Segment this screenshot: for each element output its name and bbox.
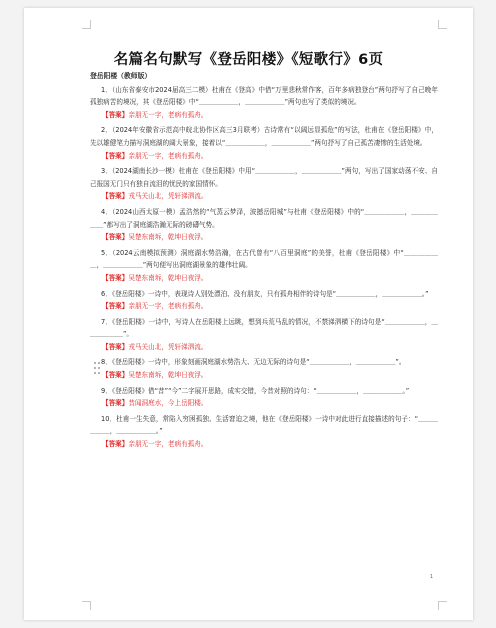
answer-label: 【答案】 xyxy=(102,342,129,351)
margin-corner-bottom-left xyxy=(82,601,91,610)
answer-text: 戎马关山北，凭轩涕泗流。 xyxy=(128,342,208,351)
answer-text: 吴楚东南坼，乾坤日夜浮。 xyxy=(128,273,208,282)
question-7: 7．《登岳阳楼》一诗中，写诗人在岳阳楼上远眺，想到兵荒马乱的情况，不禁涕泗横下的诗句是“＿＿＿＿＿＿，＿＿＿＿＿＿”。 xyxy=(90,317,438,339)
question-5: 5．（2024云南模拟预测）洞庭湖水势浩瀚，在古代曾有“八百里洞庭”的美誉，杜甫《登岳阳楼》中“＿＿＿＿＿＿，＿＿＿＿＿＿”两句便写出洞庭湖景象的雄伟壮阔。 xyxy=(90,248,438,270)
section-subtitle: 登岳阳楼（教师版） xyxy=(90,72,152,80)
question-8: 8．《登岳阳楼》一诗中，形象刻画洞庭湖水势浩大、无边无际的诗句是“＿＿＿＿＿＿，＿＿＿＿＿＿”。 xyxy=(101,358,406,367)
answer-label: 【答案】 xyxy=(102,302,129,311)
question-2: 2．（2024年安徽省示范高中皖北协作区高三3月联考）古诗常有“以阔远显孤危”的写法，杜甫在《登岳阳楼》中，先以雄健笔力描写洞庭湖的阔大景象，接着以“＿＿＿＿＿＿，＿＿＿＿＿＿”两句抒写了自己孤苦凄惨的生活处境。 xyxy=(90,126,438,147)
document-title: 名篇名句默写《登岳阳楼》《短歌行》6页 xyxy=(113,52,384,68)
answer-text: 亲朋无一字，老病有孤舟。 xyxy=(128,110,208,119)
answer-label: 【答案】 xyxy=(102,273,129,282)
answer-text: 戎马关山北，凭轩涕泗流。 xyxy=(128,192,208,201)
drag-handle-icon[interactable] xyxy=(94,362,102,376)
answer-label: 【答案】 xyxy=(102,233,129,242)
answer-9 xyxy=(102,397,438,410)
question-4: 4．（2024山西太原一模）孟浩然的“气蒸云梦泽，波撼岳阳城”与杜甫《登岳阳楼》中的“＿＿＿＿＿＿，＿＿＿＿＿＿”都写出了洞庭湖浩瀚无际的磅礴气势。 xyxy=(90,207,438,229)
answer-label: 【答案】 xyxy=(102,110,129,119)
answer-10 xyxy=(102,438,438,451)
margin-corner-bottom-right xyxy=(438,601,447,610)
answer-7 xyxy=(102,341,438,354)
answer-text: 亲朋无一字，老病有孤舟。 xyxy=(128,302,208,311)
answer-2 xyxy=(102,150,438,163)
answer-text: 亲朋无一字，老病有孤舟。 xyxy=(128,440,208,449)
answer-text: 吴楚东南坼，乾坤日夜浮。 xyxy=(128,371,208,380)
question-9: 9．《登岳阳楼》借“昔”“今”二字展开思路，成实交错，今昔对照的诗句：“＿＿＿＿＿＿，＿＿＿＿＿＿。” xyxy=(101,386,410,395)
answer-8 xyxy=(102,369,438,382)
answer-label: 【答案】 xyxy=(102,399,129,408)
question-10: 10．杜甫一生失意，常陷入穷困孤独、生活窘迫之境，他在《登岳阳楼》一诗中对此进行直接描述的句子：“＿＿＿＿＿＿，＿＿＿＿＿＿。” xyxy=(90,414,438,436)
answer-5 xyxy=(102,272,438,285)
question-6: 6．《登岳阳楼》一诗中，表现诗人别处漂泊、没有朋友，只有孤舟相伴的诗句是“＿＿＿＿＿＿，＿＿＿＿＿＿。” xyxy=(101,289,429,298)
answer-label: 【答案】 xyxy=(102,440,129,449)
answer-label: 【答案】 xyxy=(102,192,129,201)
answer-label: 【答案】 xyxy=(102,371,129,380)
page-number: 1 xyxy=(429,574,433,580)
answer-3 xyxy=(102,190,438,203)
spacer xyxy=(90,451,438,454)
answer-text: 吴楚东南坼，乾坤日夜浮。 xyxy=(128,233,208,242)
answer-text: 昔闻洞庭水，今上岳阳楼。 xyxy=(128,399,208,408)
margin-corner-top-right xyxy=(438,20,447,29)
answer-4 xyxy=(102,231,438,244)
answer-text: 亲朋无一字，老病有孤舟。 xyxy=(128,151,208,160)
answer-6 xyxy=(102,300,438,313)
question-3: 3．（2024湖南长沙一模）杜甫在《登岳阳楼》中用“＿＿＿＿＿＿，＿＿＿＿＿＿”两句，写出了国家动荡不安、自己报国无门只有独自流泪的忧民的家国情怀。 xyxy=(90,167,438,188)
question-1: 1．（山东省泰安市2024届高三二模）杜甫在《登高》中借“万里悲秋常作客，百年多病独登台”两句抒写了自己晚年孤独病苦的境况，其《登岳阳楼》中“＿＿＿＿＿＿，＿＿＿＿＿＿”两句也写了类似的境况。 xyxy=(90,85,438,107)
answer-label: 【答案】 xyxy=(102,151,129,160)
answer-1 xyxy=(102,109,438,122)
margin-corner-top-left xyxy=(82,20,91,29)
document-body[interactable] xyxy=(90,70,438,454)
document-page xyxy=(24,8,473,620)
